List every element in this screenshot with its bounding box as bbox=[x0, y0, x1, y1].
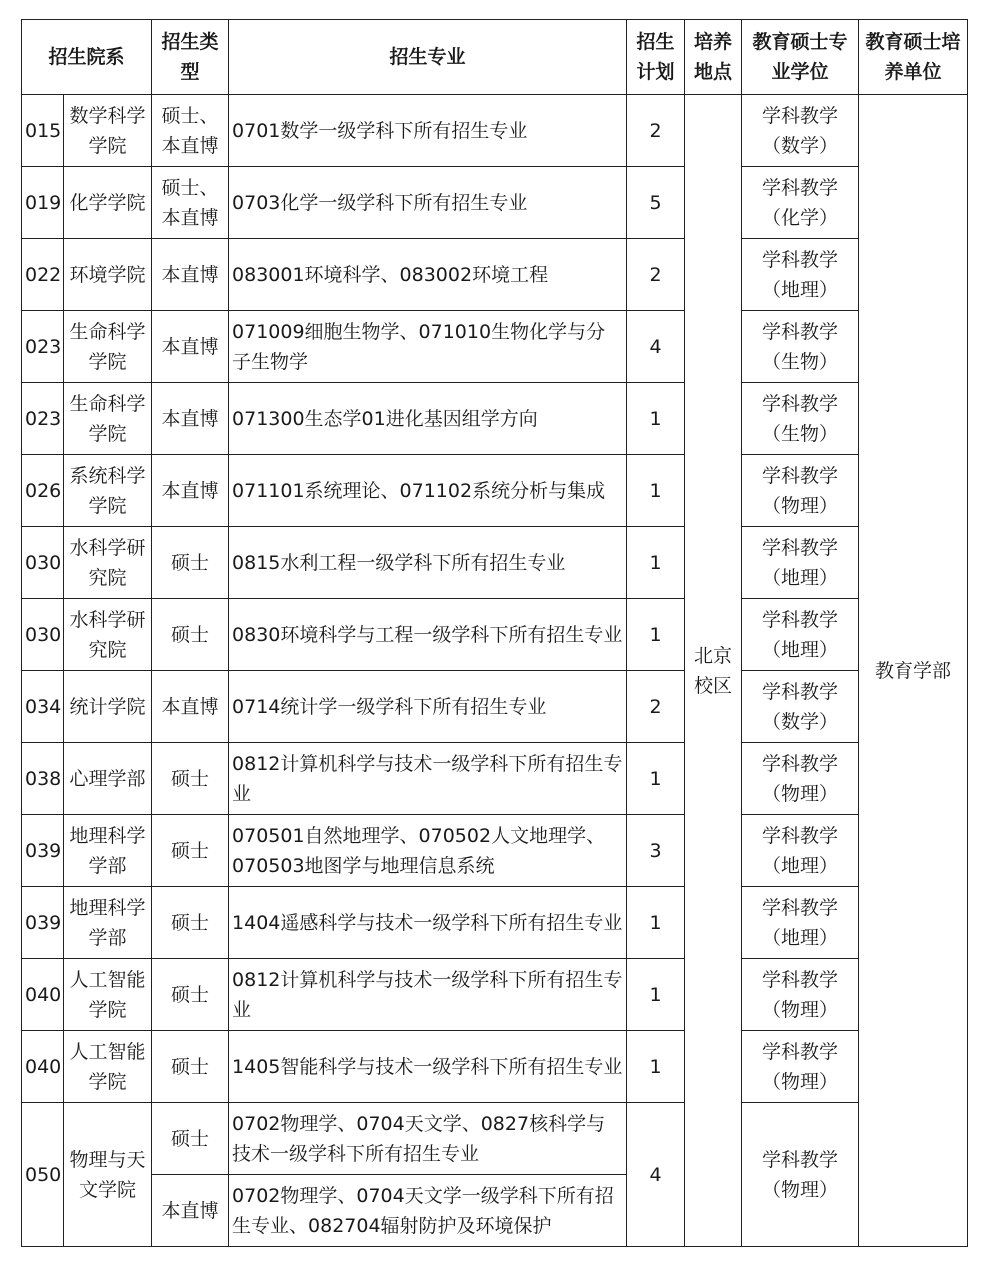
admission-type: 硕士 bbox=[152, 815, 229, 887]
major: 083001环境科学、083002环境工程 bbox=[229, 239, 627, 311]
plan-count: 2 bbox=[627, 671, 685, 743]
dept-name: 化学学院 bbox=[64, 167, 152, 239]
dept-name: 水科学研究院 bbox=[64, 527, 152, 599]
dept-name: 人工智能学院 bbox=[64, 959, 152, 1031]
major: 070501自然地理学、070502人文地理学、070503地图学与地理信息系统 bbox=[229, 815, 627, 887]
dept-name: 地理科学学部 bbox=[64, 815, 152, 887]
dept-code: 019 bbox=[22, 167, 64, 239]
major: 0703化学一级学科下所有招生专业 bbox=[229, 167, 627, 239]
degree: 学科教学（化学） bbox=[742, 167, 859, 239]
table-row bbox=[22, 887, 968, 959]
degree: 学科教学（生物） bbox=[742, 383, 859, 455]
plan-count: 3 bbox=[627, 815, 685, 887]
table-row bbox=[22, 167, 968, 239]
table-row bbox=[22, 95, 968, 167]
admission-type: 硕士 bbox=[152, 1103, 229, 1175]
degree: 学科教学（数学） bbox=[742, 95, 859, 167]
dept-code: 030 bbox=[22, 599, 64, 671]
admission-type: 硕士 bbox=[152, 527, 229, 599]
dept-name: 水科学研究院 bbox=[64, 599, 152, 671]
plan-count: 4 bbox=[627, 1103, 685, 1247]
major: 0714统计学一级学科下所有招生专业 bbox=[229, 671, 627, 743]
degree: 学科教学（地理） bbox=[742, 239, 859, 311]
dept-name: 物理与天文学院 bbox=[64, 1103, 152, 1247]
degree: 学科教学（物理） bbox=[742, 743, 859, 815]
dept-name: 统计学院 bbox=[64, 671, 152, 743]
header-dept: 招生院系 bbox=[22, 20, 152, 95]
plan-count: 1 bbox=[627, 743, 685, 815]
plan-count: 1 bbox=[627, 455, 685, 527]
degree: 学科教学（物理） bbox=[742, 959, 859, 1031]
dept-code: 050 bbox=[22, 1103, 64, 1247]
unit-cell: 教育学部 bbox=[859, 95, 968, 1247]
dept-code: 015 bbox=[22, 95, 64, 167]
plan-count: 1 bbox=[627, 383, 685, 455]
degree: 学科教学（地理） bbox=[742, 599, 859, 671]
plan-count: 1 bbox=[627, 959, 685, 1031]
major: 0702物理学、0704天文学一级学科下所有招生专业、082704辐射防护及环境保护 bbox=[229, 1175, 627, 1247]
dept-name: 人工智能学院 bbox=[64, 1031, 152, 1103]
major: 1404遥感科学与技术一级学科下所有招生专业 bbox=[229, 887, 627, 959]
table-row bbox=[22, 599, 968, 671]
header-row bbox=[22, 20, 968, 95]
admission-type: 本直博 bbox=[152, 455, 229, 527]
major: 071300生态学01进化基因组学方向 bbox=[229, 383, 627, 455]
dept-name: 生命科学学院 bbox=[64, 383, 152, 455]
major: 0812计算机科学与技术一级学科下所有招生专业 bbox=[229, 959, 627, 1031]
major: 0830环境科学与工程一级学科下所有招生专业 bbox=[229, 599, 627, 671]
degree: 学科教学（物理） bbox=[742, 1031, 859, 1103]
major: 0812计算机科学与技术一级学科下所有招生专业 bbox=[229, 743, 627, 815]
dept-code: 039 bbox=[22, 887, 64, 959]
header-plan: 招生计划 bbox=[627, 20, 685, 95]
header-unit: 教育硕士培养单位 bbox=[859, 20, 968, 95]
table-row bbox=[22, 239, 968, 311]
dept-code: 026 bbox=[22, 455, 64, 527]
degree: 学科教学（生物） bbox=[742, 311, 859, 383]
admission-type: 本直博 bbox=[152, 1175, 229, 1247]
admission-type: 硕士 bbox=[152, 1031, 229, 1103]
plan-count: 2 bbox=[627, 95, 685, 167]
major: 071009细胞生物学、071010生物化学与分子生物学 bbox=[229, 311, 627, 383]
admission-type: 硕士 bbox=[152, 743, 229, 815]
degree: 学科教学（物理） bbox=[742, 455, 859, 527]
dept-code: 022 bbox=[22, 239, 64, 311]
header-degree: 教育硕士专业学位 bbox=[742, 20, 859, 95]
location-cell: 北京校区 bbox=[685, 95, 742, 1247]
degree: 学科教学（物理） bbox=[742, 1103, 859, 1247]
table-row bbox=[22, 1103, 968, 1175]
admission-type: 硕士 bbox=[152, 959, 229, 1031]
dept-name: 数学科学学院 bbox=[64, 95, 152, 167]
table-row bbox=[22, 959, 968, 1031]
dept-code: 038 bbox=[22, 743, 64, 815]
plan-count: 1 bbox=[627, 887, 685, 959]
dept-code: 034 bbox=[22, 671, 64, 743]
dept-code: 023 bbox=[22, 383, 64, 455]
plan-count: 2 bbox=[627, 239, 685, 311]
major: 0815水利工程一级学科下所有招生专业 bbox=[229, 527, 627, 599]
admission-type: 硕士、本直博 bbox=[152, 167, 229, 239]
dept-code: 039 bbox=[22, 815, 64, 887]
plan-count: 1 bbox=[627, 599, 685, 671]
header-major: 招生专业 bbox=[229, 20, 627, 95]
header-type: 招生类型 bbox=[152, 20, 229, 95]
dept-name: 环境学院 bbox=[64, 239, 152, 311]
plan-count: 1 bbox=[627, 1031, 685, 1103]
admission-type: 硕士 bbox=[152, 887, 229, 959]
major: 0702物理学、0704天文学、0827核科学与技术一级学科下所有招生专业 bbox=[229, 1103, 627, 1175]
dept-name: 心理学部 bbox=[64, 743, 152, 815]
admissions-table bbox=[21, 19, 968, 1247]
table-row bbox=[22, 1031, 968, 1103]
table-row bbox=[22, 311, 968, 383]
table-row bbox=[22, 815, 968, 887]
admission-type: 硕士、本直博 bbox=[152, 95, 229, 167]
table-row bbox=[22, 671, 968, 743]
admission-type: 本直博 bbox=[152, 311, 229, 383]
major: 1405智能科学与技术一级学科下所有招生专业 bbox=[229, 1031, 627, 1103]
major: 071101系统理论、071102系统分析与集成 bbox=[229, 455, 627, 527]
table-row bbox=[22, 455, 968, 527]
table-row bbox=[22, 383, 968, 455]
degree: 学科教学（地理） bbox=[742, 527, 859, 599]
plan-count: 1 bbox=[627, 527, 685, 599]
dept-code: 040 bbox=[22, 1031, 64, 1103]
major: 0701数学一级学科下所有招生专业 bbox=[229, 95, 627, 167]
dept-name: 地理科学学部 bbox=[64, 887, 152, 959]
dept-code: 030 bbox=[22, 527, 64, 599]
degree: 学科教学（数学） bbox=[742, 671, 859, 743]
table-row bbox=[22, 527, 968, 599]
degree: 学科教学（地理） bbox=[742, 887, 859, 959]
degree: 学科教学（地理） bbox=[742, 815, 859, 887]
dept-code: 040 bbox=[22, 959, 64, 1031]
dept-name: 生命科学学院 bbox=[64, 311, 152, 383]
header-location: 培养地点 bbox=[685, 20, 742, 95]
dept-code: 023 bbox=[22, 311, 64, 383]
table-row bbox=[22, 743, 968, 815]
plan-count: 5 bbox=[627, 167, 685, 239]
admission-type: 本直博 bbox=[152, 239, 229, 311]
admission-type: 本直博 bbox=[152, 671, 229, 743]
plan-count: 4 bbox=[627, 311, 685, 383]
admission-type: 硕士 bbox=[152, 599, 229, 671]
dept-name: 系统科学学院 bbox=[64, 455, 152, 527]
admission-type: 本直博 bbox=[152, 383, 229, 455]
